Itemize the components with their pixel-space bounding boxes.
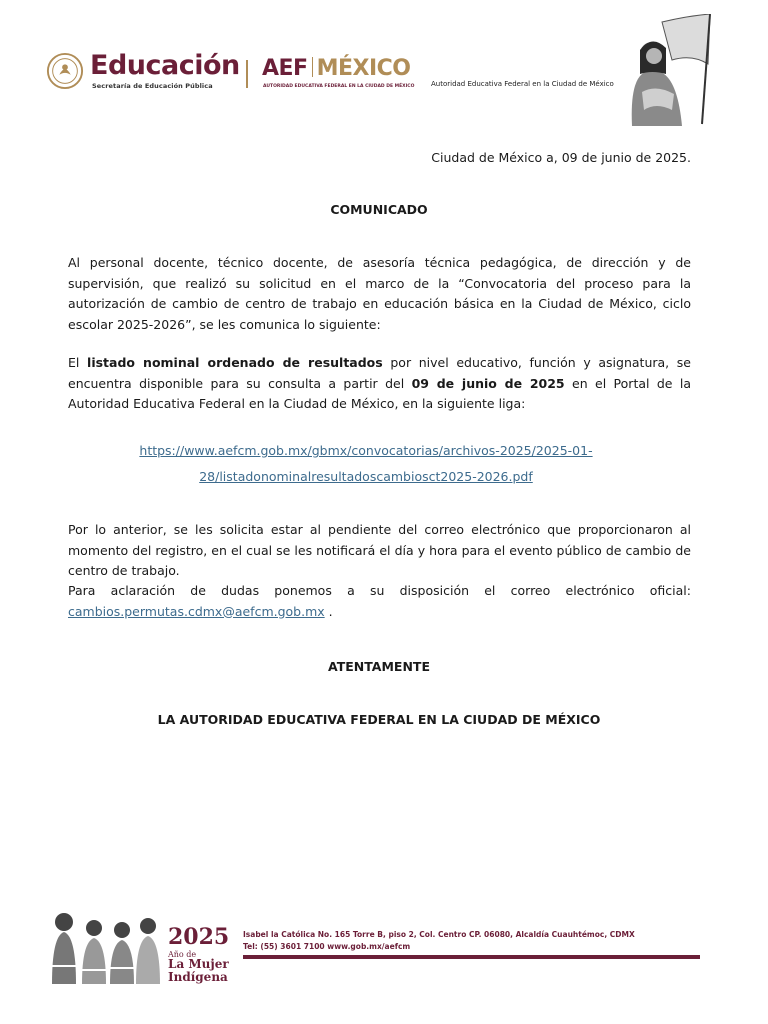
education-logo: Educación — [90, 50, 240, 81]
paragraph-contact-text: Para aclaración de dudas ponemos a su disposición el correo electrónico oficial: — [68, 583, 691, 598]
footer-year: 2025 — [168, 924, 230, 950]
results-link-line-1[interactable]: https://www.aefcm.gob.mx/gbmx/convocatorias/archivos-2025/2025-01- — [139, 443, 593, 458]
aef-logo-left: AEF — [262, 56, 308, 81]
paragraph-results-a: El — [68, 355, 88, 370]
aef-logo-separator — [312, 57, 313, 77]
footer-contact — [243, 929, 635, 953]
logo-divider — [246, 60, 248, 88]
footer-year-subtitle: Año de — [168, 950, 197, 959]
footer-year-title-line-1: La Mujer — [168, 957, 229, 971]
contact-email-link[interactable]: cambios.permutas.cdmx@aefcm.gob.mx — [68, 603, 325, 619]
aef-logo-right: MÉXICO — [316, 56, 411, 81]
flag-woman-illustration — [612, 14, 712, 126]
aef-logo-subtitle: AUTORIDAD EDUCATIVA FEDERAL EN LA CIUDAD DE MÉXICO — [263, 84, 415, 89]
footer-phone-web: Tel: (55) 3601 7100 www.gob.mx/aefcm — [243, 942, 411, 951]
paragraph-results-c: por nivel educativo, función y asignatura, se encuentra disponible para su consulta a partir del — [68, 355, 691, 391]
indigenous-women-illustration — [44, 906, 164, 984]
paragraph-results — [68, 353, 691, 415]
footer-year-title-line-2: Indígena — [168, 970, 228, 984]
footer-address: Isabel la Católica No. 165 Torre B, piso 2, Col. Centro CP. 06080, Alcaldía Cuauhtémoc, CDMX — [243, 930, 635, 939]
paragraph-contact — [68, 581, 691, 622]
education-logo-subtitle: Secretaría de Educación Pública — [92, 82, 213, 90]
aef-logo — [262, 56, 411, 81]
results-link-line-2[interactable]: 28/listadonominalresultadoscambiosct2025-2026.pdf — [199, 469, 533, 484]
results-link[interactable] — [0, 438, 732, 490]
paragraph-intro: Al personal docente, técnico docente, de asesoría técnica pedagógica, de dirección y de supervisión, que realizó su solicitud en el marco de la “Convocatoria del proceso para la autorización de cambio de centro de trabajo en educación básica en la Ciudad de México, ciclo escolar 2025-2026”, se les comunica lo siguiente: — [68, 255, 691, 332]
paragraph-results-bold-listing: listado nominal ordenado de resultados — [87, 355, 383, 370]
paragraph-results-e: en el Portal de la Autoridad Educativa Federal en la Ciudad de México, en la siguiente liga: — [68, 375, 692, 412]
paragraph-results-bold-date: 09 de junio de 2025 — [411, 375, 565, 391]
footer-rule — [243, 955, 700, 959]
signature: LA AUTORIDAD EDUCATIVA FEDERAL EN LA CIUDAD DE MÉXICO — [157, 712, 601, 727]
letter-title: COMUNICADO — [330, 202, 428, 217]
closing: ATENTAMENTE — [328, 659, 430, 674]
header-authority-text: Autoridad Educativa Federal en la Ciudad de México — [431, 80, 614, 88]
national-seal-icon — [46, 52, 84, 90]
letterhead — [0, 0, 768, 130]
paragraph-notification: Por lo anterior, se les solicita estar al pendiente del correo electrónico que proporcionaron al momento del registro, en el cual se les notificará el día y hora para el evento público de cambio de centro de trabajo. — [68, 522, 691, 579]
paragraph-contact-end: . — [324, 603, 333, 619]
footer-year-title — [168, 958, 229, 984]
letter-date: Ciudad de México a, 09 de junio de 2025. — [431, 150, 691, 165]
